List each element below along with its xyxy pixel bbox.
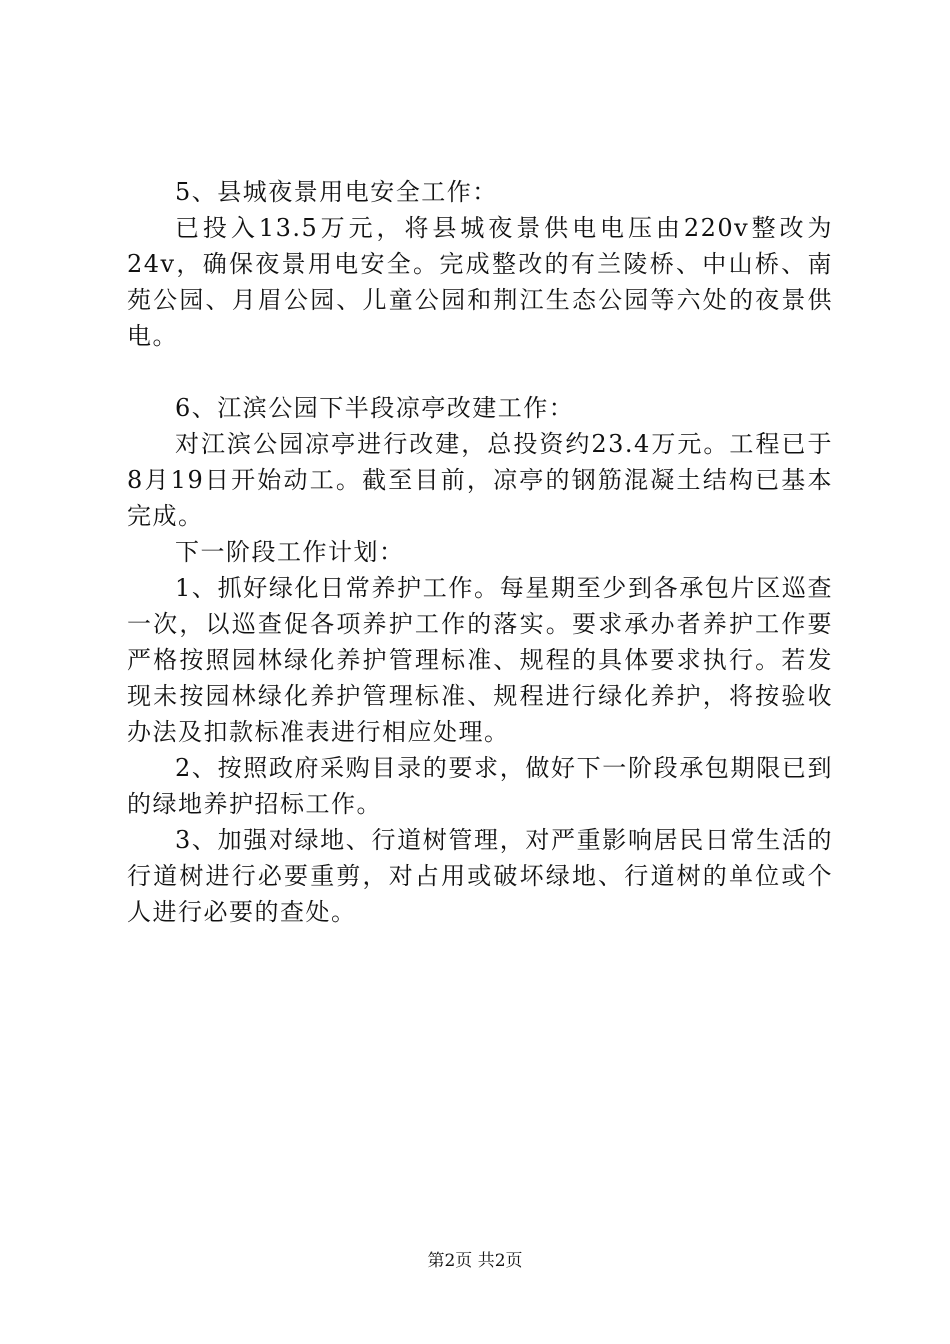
section-6-body: 对江滨公园凉亭进行改建，总投资约23.4万元。工程已于8月19日开始动工。截至目前，凉亭的钢筋混凝土结构已基本完成。 — [127, 430, 833, 530]
document-body — [127, 174, 833, 930]
plan-item-2: 2、按照政府采购目录的要求，做好下一阶段承包期限已到的绿地养护招标工作。 — [127, 754, 833, 818]
section-5-heading: 5、县城夜景用电安全工作： — [175, 178, 498, 206]
plan-heading: 下一阶段工作计划： — [175, 538, 405, 566]
section-6-heading: 6、江滨公园下半段凉亭改建工作： — [175, 394, 575, 422]
plan-item-1: 1、抓好绿化日常养护工作。每星期至少到各承包片区巡查一次，以巡查促各项养护工作的落实。要求承办者养护工作要严格按照园林绿化养护管理标准、规程的具体要求执行。若发现未按园林绿化养护管理标准、规程进行绿化养护，将按验收办法及扣款标准表进行相应处理。 — [127, 574, 833, 746]
section-5-body: 已投入13.5万元，将县城夜景供电电压由220v整改为24v，确保夜景用电安全。完成整改的有兰陵桥、中山桥、南苑公园、月眉公园、儿童公园和荆江生态公园等六处的夜景供电。 — [127, 214, 833, 350]
plan-item-3: 3、加强对绿地、行道树管理，对严重影响居民日常生活的行道树进行必要重剪，对占用或破坏绿地、行道树的单位或个人进行必要的查处。 — [127, 826, 833, 926]
page-footer: 第2页 共2页 — [427, 1251, 523, 1271]
paragraph-gap — [127, 354, 833, 390]
